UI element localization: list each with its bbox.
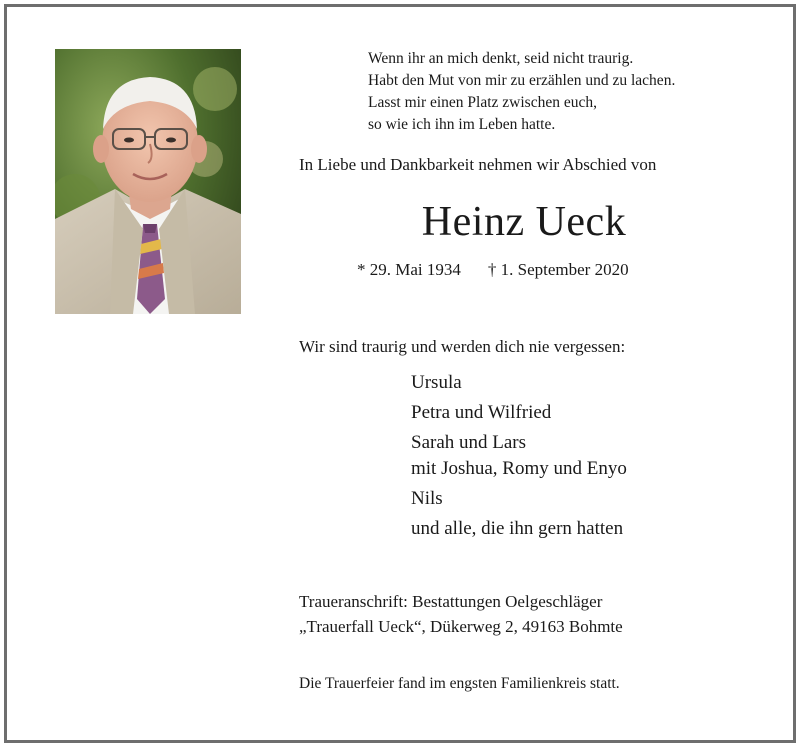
deceased-name: Heinz Ueck	[421, 199, 627, 245]
life-dates	[357, 260, 629, 280]
family-line: und alle, die ihn gern hatten	[411, 518, 624, 539]
family-line: Petra und Wilfried	[411, 402, 552, 423]
family-entry	[411, 430, 627, 482]
family-line: Sarah und Lars	[411, 432, 527, 453]
family-line: Nils	[411, 488, 443, 509]
mourning-line: Wir sind traurig und werden dich nie vergessen:	[299, 337, 626, 356]
address-line: „Trauerfall Ueck“, Dükerweg 2, 49163 Bohmte	[299, 617, 623, 636]
family-line: Ursula	[411, 372, 462, 393]
funeral-address	[299, 589, 623, 639]
portrait-photo	[55, 49, 241, 314]
poem-line: Lasst mir einen Platz zwischen euch,	[368, 94, 597, 111]
funeral-note: Die Trauerfeier fand im engsten Familienkreis statt.	[299, 675, 620, 692]
family-entry	[411, 516, 627, 542]
poem-line: Habt den Mut von mir zu erzählen und zu lachen.	[368, 72, 676, 89]
family-entry	[411, 400, 627, 426]
poem-line: so wie ich ihn im Leben hatte.	[368, 116, 556, 133]
farewell-intro: In Liebe und Dankbarkeit nehmen wir Abschied von	[299, 155, 657, 174]
poem	[368, 48, 675, 136]
birth-date: * 29. Mai 1934	[357, 260, 461, 279]
poem-line: Wenn ihr an mich denkt, seid nicht traurig.	[368, 50, 634, 67]
family-entry	[411, 370, 627, 396]
address-line: Traueranschrift: Bestattungen Oelgeschläger	[299, 592, 603, 611]
death-date: † 1. September 2020	[487, 260, 629, 279]
family-list	[411, 370, 627, 546]
family-entry	[411, 486, 627, 512]
family-line: mit Joshua, Romy und Enyo	[411, 458, 627, 479]
